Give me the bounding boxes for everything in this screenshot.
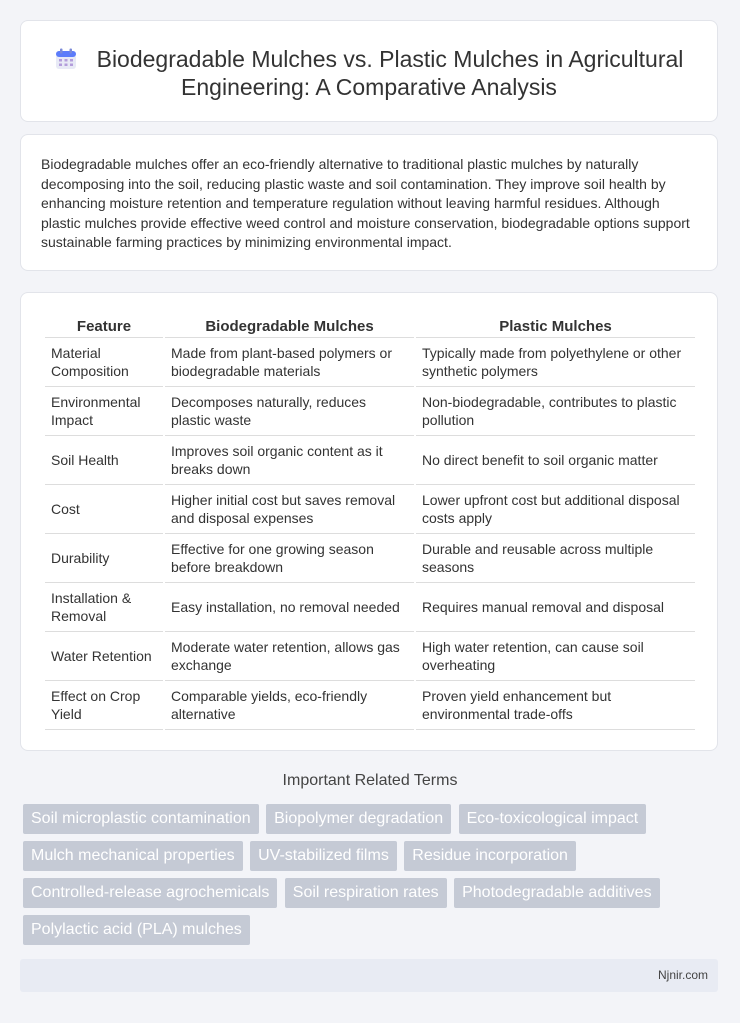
term-tag[interactable]: Residue incorporation <box>404 841 576 871</box>
cell-plastic: Requires manual removal and disposal <box>416 583 695 632</box>
cell-feature: Water Retention <box>45 632 163 681</box>
cell-feature: Installation & Removal <box>45 583 163 632</box>
table-row <box>45 387 695 436</box>
intro-card <box>20 134 718 271</box>
cell-plastic: Lower upfront cost but additional disposal costs apply <box>416 485 695 534</box>
table-row <box>45 681 695 730</box>
cell-biodegradable: Easy installation, no removal needed <box>165 583 414 632</box>
table-row <box>45 534 695 583</box>
cell-feature: Effect on Crop Yield <box>45 681 163 730</box>
table-row <box>45 632 695 681</box>
footer <box>20 959 718 992</box>
term-tag[interactable]: Soil respiration rates <box>285 878 447 908</box>
cell-feature: Soil Health <box>45 436 163 485</box>
header-feature: Feature <box>45 315 163 338</box>
term-tag[interactable]: Biopolymer degradation <box>266 804 451 834</box>
table-row <box>45 436 695 485</box>
cell-biodegradable: Effective for one growing season before breakdown <box>165 534 414 583</box>
comparison-table <box>43 315 697 730</box>
cell-feature: Cost <box>45 485 163 534</box>
page-title <box>41 45 697 101</box>
cell-feature: Material Composition <box>45 338 163 387</box>
header-biodegradable: Biodegradable Mulches <box>165 315 414 338</box>
table-row <box>45 338 695 387</box>
title-card <box>20 20 718 122</box>
related-terms-heading: Important Related Terms <box>282 772 458 789</box>
calendar-icon <box>55 48 77 70</box>
term-tag[interactable]: UV-stabilized films <box>250 841 397 871</box>
cell-biodegradable: Improves soil organic content as it breaks down <box>165 436 414 485</box>
cell-feature: Environmental Impact <box>45 387 163 436</box>
term-tag[interactable]: Polylactic acid (PLA) mulches <box>23 915 250 945</box>
cell-feature: Durability <box>45 534 163 583</box>
term-tag[interactable]: Soil microplastic contamination <box>23 804 259 834</box>
cell-biodegradable: Made from plant-based polymers or biodegradable materials <box>165 338 414 387</box>
cell-biodegradable: Moderate water retention, allows gas exchange <box>165 632 414 681</box>
table-header-row <box>45 315 695 338</box>
cell-plastic: Proven yield enhancement but environmental trade-offs <box>416 681 695 730</box>
term-tag[interactable]: Photodegradable additives <box>454 878 659 908</box>
term-tag[interactable]: Controlled-release agrochemicals <box>23 878 277 908</box>
table-row <box>45 583 695 632</box>
page-title-text: Biodegradable Mulches vs. Plastic Mulches in Agricultural Engineering: A Comparative Analysis <box>96 46 684 100</box>
comparison-card <box>20 292 718 751</box>
term-tag[interactable]: Mulch mechanical properties <box>23 841 243 871</box>
cell-biodegradable: Higher initial cost but saves removal and disposal expenses <box>165 485 414 534</box>
cell-plastic: No direct benefit to soil organic matter <box>416 436 695 485</box>
footer-site-link[interactable]: Njnir.com <box>657 968 708 982</box>
cell-plastic: Non-biodegradable, contributes to plastic pollution <box>416 387 695 436</box>
term-tag[interactable]: Eco-toxicological impact <box>459 804 647 834</box>
intro-paragraph: Biodegradable mulches offer an eco-friendly alternative to traditional plastic mulches by naturally decomposing into the soil, reducing plastic waste and soil contamination. They improve soil health by enhancing moisture retention and temperature regulation without leaving harmful residues. Although plastic mulches provide effective weed control and moisture conservation, biodegradable options support sustainable farming practices by minimizing environmental impact. <box>41 156 690 250</box>
cell-plastic: High water retention, can cause soil overheating <box>416 632 695 681</box>
cell-biodegradable: Decomposes naturally, reduces plastic waste <box>165 387 414 436</box>
related-terms-list <box>23 804 703 952</box>
cell-biodegradable: Comparable yields, eco-friendly alternative <box>165 681 414 730</box>
cell-plastic: Durable and reusable across multiple seasons <box>416 534 695 583</box>
cell-plastic: Typically made from polyethylene or other synthetic polymers <box>416 338 695 387</box>
header-plastic: Plastic Mulches <box>416 315 695 338</box>
table-row <box>45 485 695 534</box>
